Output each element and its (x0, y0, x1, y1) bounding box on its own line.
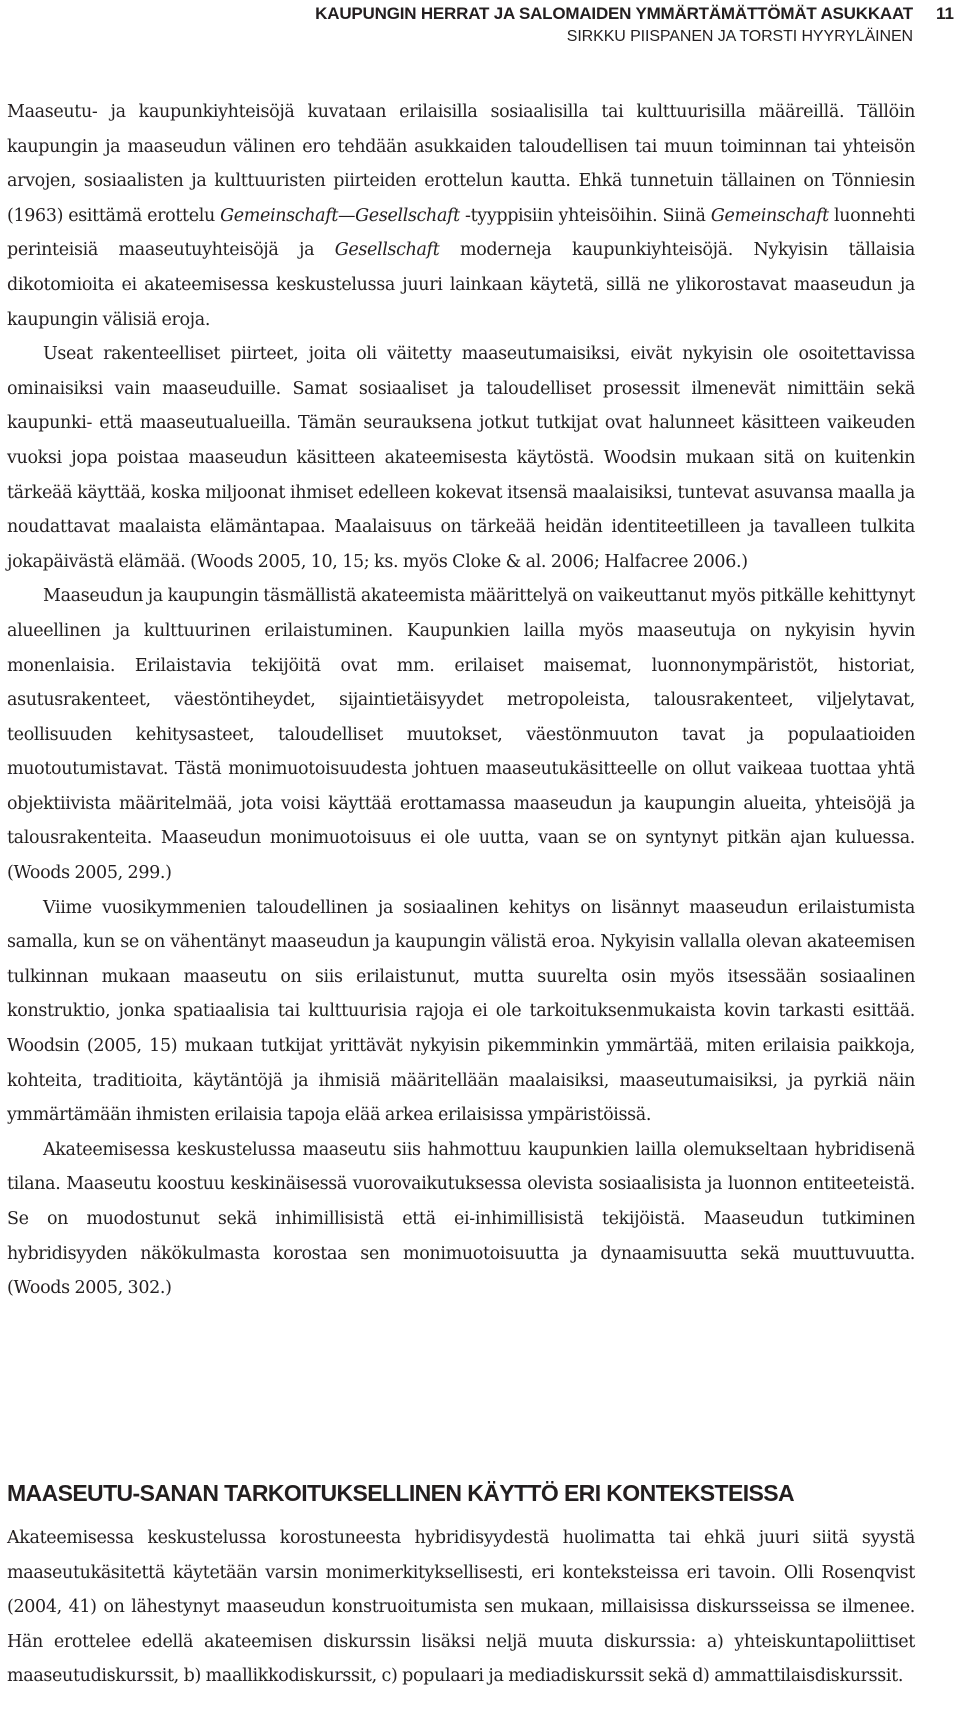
paragraph (7, 1133, 915, 1306)
text-segment: Maaseudun ja kaupungin täsmällistä akateemista määrittelyä on vaikeuttanut myös pitkälle kehittynyt alueellinen ja kulttuurinen erilaistuminen. Kaupunkien lailla myös maaseutuja on nykyisin hyvin monenlaisia. Erilaistavia tekijöitä ovat mm. erilaiset maisemat, luonnonympäristöt, historiat, asutusrakenteet, väestöntiheydet, sijaintietäisyydet metropoleista, talousrakenteet, viljelytavat, teollisuuden kehitysasteet, taloudelliset muutokset, väestönmuuton tavat ja populaatioiden muotoutumistavat. Tästä monimuotoisuudesta johtuen maaseutukäsitteelle on ollut vaikeaa tuottaa yhtä objektiivista määritelmää, jota voisi käyttää erottamassa maaseudun ja kaupungin alueita, yhteisöjä ja talousrakenteita. Maaseudun monimuotoisuus ei ole uutta, vaan se on syntynyt pitkän ajan kuluessa. (Woods 2005, 299.) (7, 586, 915, 884)
italic-term: Gesellschaft (334, 240, 440, 261)
body-text (7, 95, 915, 1306)
paragraph: Akateemisessa keskustelussa korostuneesta hybridisyydestä huolimatta tai ehkä juuri siitä syystä maaseutukäsitettä käytetään varsin monimerkityksellisesti, eri konteksteissa eri tavoin. Olli Rosenqvist (2004, 41) on lähestynyt maaseudun konstruoitumista sen mukaan, millaisissa diskursseissa se ilmenee. Hän erottelee edellä akateemisen diskurssin lisäksi neljä muuta diskurssia: a) yhteiskuntapoliittiset maaseutudiskurssit, b) maallikkodiskurssit, c) populaari ja mediadiskurssit sekä d) ammattilaisdiskurssit. (7, 1528, 915, 1687)
text-segment: luonnehti perinteisiä maaseutuyhteisöjä ja (7, 205, 916, 261)
paragraph (7, 95, 915, 337)
text-segment: Maaseutu- ja kaupunkiyhteisöjä kuvataan erilaisilla sosiaalisilla tai kulttuurisilla määreillä. Tällöin kaupungin ja maaseudun välinen ero tehdään asukkaiden taloudellisen tai muun toiminnan tai yhteisön arvojen, sosiaalisten ja kulttuuristen piirteiden erottelun kautta. Ehkä tunnetuin tällainen on Tönniesin (1963) esittämä erottelu (7, 102, 915, 226)
paragraph (7, 891, 915, 1133)
section-body (7, 1521, 915, 1694)
page-number: 11 (936, 4, 954, 23)
paragraph (7, 579, 915, 890)
italic-term: Gemeinschaft (710, 205, 829, 226)
text-segment: moderneja kaupunkiyhteisöjä. Nykyisin tällaisia dikotomioita ei akateemisessa keskustelussa juuri lainkaan käytetä, sillä ne ylikorostavat maaseudun ja kaupungin välisiä eroja. (7, 240, 915, 330)
running-authors: SIRKKU PIISPANEN JA TORSTI HYYRYLÄINEN (566, 28, 913, 45)
text-segment: Akateemisessa keskustelussa maaseutu siis hahmottuu kaupunkien lailla olemukseltaan hybridisenä tilana. Maaseutu koostuu keskinäisessä vuorovaikutuksessa olevista sosiaalisista ja luonnon entiteeteistä. Se on muodostunut sekä inhimillisistä että ei-inhimillisistä tekijöistä. Maaseudun tutkiminen hybridisyyden näkökulmasta korostaa sen monimuotoisuutta ja dynaamisuutta sekä muuttuvuutta. (Woods 2005, 302.) (7, 1139, 915, 1299)
running-title: KAUPUNGIN HERRAT JA SALOMAIDEN YMMÄRTÄMÄTTÖMÄT ASUKKAAT (315, 4, 913, 23)
section-heading: MAASEUTU-SANAN TARKOITUKSELLINEN KÄYTTÖ ERI KONTEKSTEISSA (7, 1480, 794, 1506)
running-header (0, 0, 960, 60)
text-segment: -tyyppisiin yhteisöihin. Siinä (459, 205, 711, 226)
text-segment: Viime vuosikymmenien taloudellinen ja sosiaalinen kehitys on lisännyt maaseudun erilaistumista samalla, kun se on vähentänyt maaseudun ja kaupungin välistä eroa. Nykyisin vallalla olevan akateemisen tulkinnan mukaan maaseutu on siis erilaistunut, mutta suurelta osin myös itsessään sosiaalinen konstruktio, jonka spatiaalisia tai kulttuurisia rajoja ei ole tarkoituksenmukaista kovin tarkasti esittää. Woodsin (2005, 15) mukaan tutkijat yrittävät nykyisin pikemminkin ymmärtää, miten erilaisia paikkoja, kohteita, traditioita, käytäntöjä ja ihmisiä määritellään maalaisiksi, maaseutumaisiksi, ja pyrkiä näin ymmärtämään ihmisten erilaisia tapoja elää arkea erilaisissa ympäristöissä. (7, 897, 915, 1126)
text-segment: Useat rakenteelliset piirteet, joita oli väitetty maaseutumaisiksi, eivät nykyisin ole osoitettavissa ominaisiksi vain maaseuduille. Samat sosiaaliset ja taloudelliset prosessit ilmenevät nimittäin sekä kaupunki- että maaseutualueilla. Tämän seurauksena jotkut tutkijat ovat halunneet käsitteen vaikeuden vuoksi jopa poistaa maaseudun käsitteen akateemisesta käytöstä. Woodsin mukaan sitä on kuitenkin tärkeää käyttää, koska miljoonat ihmiset edelleen kokevat itsensä maalaisiksi, tuntevat asuvansa maalla ja noudattavat maalaista elämäntapaa. Maalaisuus on tärkeää heidän identiteetilleen ja tavalleen tulkita jokapäivästä elämää. (Woods 2005, 10, 15; ks. myös Cloke & al. 2006; Halfacree 2006.) (7, 344, 915, 572)
italic-term: Gemeinschaft—Gesellschaft (220, 205, 460, 226)
paragraph (7, 337, 915, 579)
